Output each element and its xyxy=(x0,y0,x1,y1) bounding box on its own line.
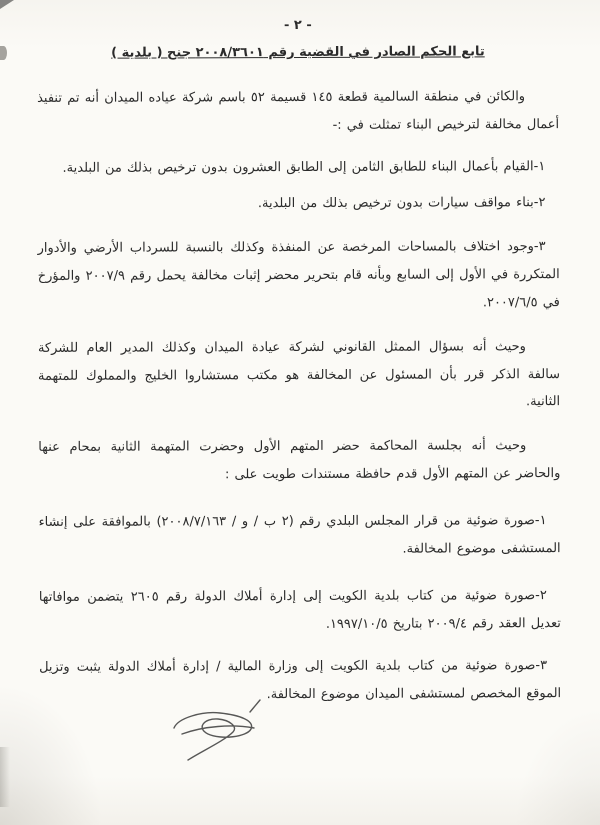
page-number: - ٢ - xyxy=(283,17,312,34)
document-item-3: ٣-صورة ضوئية من كتاب بلدية الكويت إلى وزارة المالية / إدارة أملاك الدولة يثبت وتزيل الموقع المخصص لمستشفى الميدان موضوع المخالفة. xyxy=(39,658,562,703)
document-content xyxy=(37,17,561,710)
violation-item-1: ١-القيام بأعمال البناء للطابق الثامن إلى الطابق العشرون بدون ترخيص بذلك من البلدية. xyxy=(62,159,546,176)
violation-item-2: ٢-بناء مواقف سيارات بدون ترخيص بذلك من البلدية. xyxy=(257,194,546,211)
scan-artifact-left-edge xyxy=(0,46,7,60)
handwritten-signature-icon xyxy=(160,688,275,768)
scan-artifact-bottom-left xyxy=(0,747,10,807)
case-title: تابع الحكم الصادر في القضية رقم ٢٠٠٨/٣٦٠١ جنح ( بلدية ) xyxy=(111,44,485,61)
paragraph-legal-representative: وحيث أنه بسؤال الممثل القانوني لشركة عيادة الميدان وكذلك المدير العام للشركة سالفة الذكر قرر بأن المسئول عن المخالفة هو مكتب مستشاروا الخليج والمملوك للمتهمة الثانية. xyxy=(37,338,561,410)
paragraph-court-session: وحيث أنه بجلسة المحاكمة حضر المتهم الأول وحضرت المتهمة الثانية بمحام عنها والحاضر عن المتهم الأول قدم حافظة مستندات طويت على : xyxy=(38,438,561,483)
violation-item-3: ٣-وجود اختلاف بالمساحات المرخصة عن المنفذة وكذلك بالنسبة للسرداب الأرضي والأدوار المتكررة في الأول إلى السابع وبأنه قام بتحرير محضر إثبات مخالفة يحمل رقم ٢٠٠٧/٩ والمؤرخ في ٢٠٠٧/٦/٥. xyxy=(37,238,560,310)
scan-artifact-top-left xyxy=(0,0,14,9)
document-item-1: ١-صورة ضوئية من قرار المجلس البلدي رقم (٢ ب / و / ٢٠٠٨/٧/١٦٣) بالموافقة على إنشاء المستشفى موضوع المخالفة. xyxy=(38,513,561,557)
document-item-2: ٢-صورة ضوئية من كتاب بلدية الكويت إلى إدارة أملاك الدولة رقم ٢٦٠٥ يتضمن موافاتها تعديل العقد رقم ٢٠٠٩/٤ بتاريخ ١٩٩٧/١٠/٥. xyxy=(38,588,561,632)
paragraph-location-intro: والكائن في منطقة السالمية قطعة ١٤٥ قسيمة ٥٢ باسم شركة عياده الميدان أنه تم تنفيذ أعمال مخالفة لترخيص البناء تمثلت في :- xyxy=(37,89,560,133)
